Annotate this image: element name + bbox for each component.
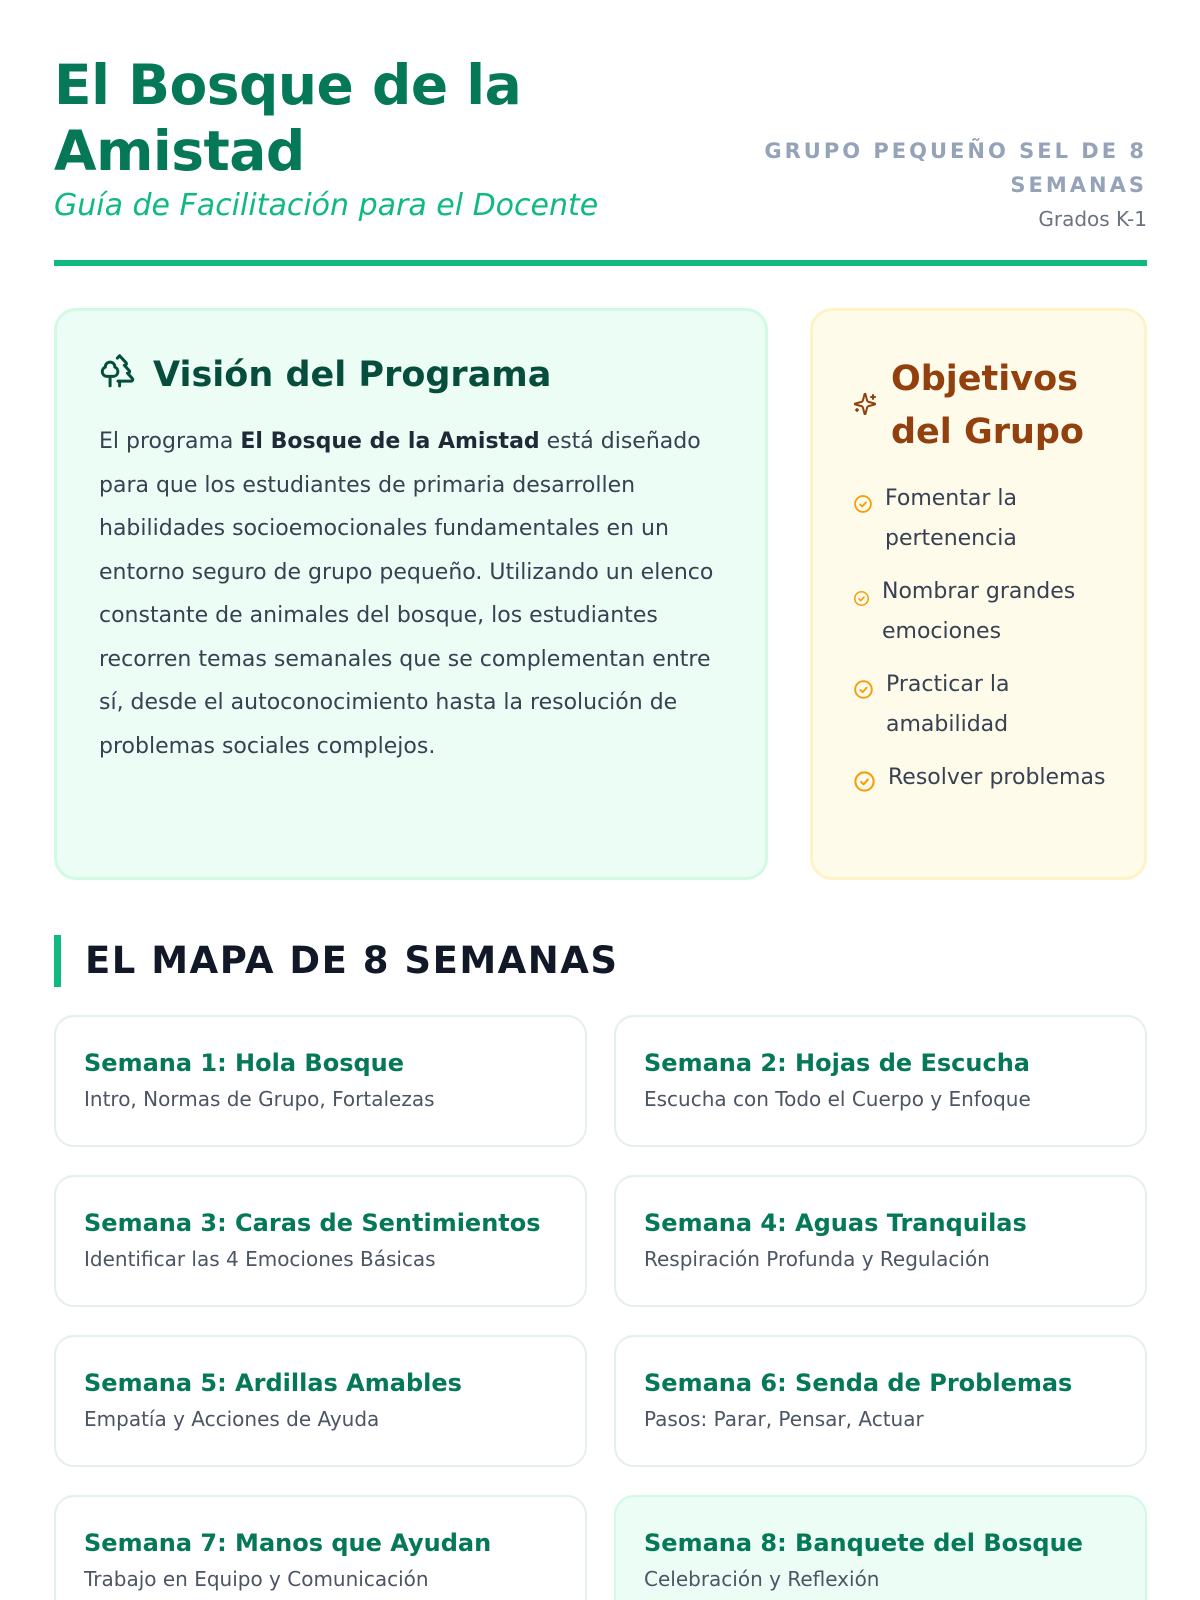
check-circle-icon xyxy=(853,674,874,714)
week-subtitle: Empatía y Acciones de Ayuda xyxy=(84,1407,380,1431)
section-heading: EL MAPA DE 8 SEMANAS xyxy=(54,935,619,987)
goals-header xyxy=(853,353,1108,459)
week-subtitle: Escucha con Todo el Cuerpo y Enfoque xyxy=(644,1087,1031,1111)
week-subtitle: Respiración Profunda y Regulación xyxy=(644,1247,990,1271)
program-name: El Bosque de la Amistad xyxy=(240,429,540,454)
week-title: Semana 4: Aguas Tranquilas xyxy=(644,1209,1027,1237)
check-circle-icon xyxy=(853,767,876,807)
week-title: Semana 2: Hojas de Escucha xyxy=(644,1049,1031,1077)
page-subtitle: Guía de Facilitación para el Docente xyxy=(54,188,599,223)
goal-text: Fomentar la pertenencia xyxy=(885,486,1017,551)
goals-card xyxy=(810,308,1147,880)
week-card xyxy=(614,1335,1147,1467)
header-divider xyxy=(54,260,1147,266)
sparkles-icon xyxy=(853,392,877,420)
check-circle-icon xyxy=(853,488,873,528)
week-card-final xyxy=(614,1495,1147,1600)
goal-item xyxy=(853,572,1108,652)
goal-item xyxy=(853,665,1108,745)
vision-intro: El programa xyxy=(99,429,241,454)
vision-body: está diseñado para que los estudiantes de primaria desarrollen habilidades socioemocionales fundamentales en un entorno seguro de grupo pequeño. Utilizando un elenco constante de animales del bosque, los estudiantes recorren temas semanales que se complementan entre sí, desde el autoconocimiento hasta la resolución de problemas sociales complejos. xyxy=(99,429,714,759)
week-card xyxy=(54,1495,587,1600)
week-card xyxy=(614,1015,1147,1147)
week-subtitle: Celebración y Reflexión xyxy=(644,1567,880,1591)
vision-paragraph xyxy=(99,420,723,768)
week-card xyxy=(54,1335,587,1467)
vision-heading-text: Visión del Programa xyxy=(153,354,552,395)
goal-text: Practicar la amabilidad xyxy=(886,672,1010,737)
trees-icon xyxy=(99,351,137,398)
vision-heading xyxy=(99,351,723,398)
week-card xyxy=(614,1175,1147,1307)
week-title: Semana 8: Banquete del Bosque xyxy=(644,1529,1083,1557)
page-header xyxy=(54,52,1147,268)
week-subtitle: Trabajo en Equipo y Comunicación xyxy=(84,1567,429,1591)
week-title: Semana 5: Ardillas Amables xyxy=(84,1369,462,1397)
check-circle-icon xyxy=(853,581,870,621)
week-title: Semana 6: Senda de Problemas xyxy=(644,1369,1073,1397)
week-subtitle: Identificar las 4 Emociones Básicas xyxy=(84,1247,436,1271)
page-title: El Bosque de la Amistad xyxy=(54,53,522,183)
goal-text: Resolver problemas xyxy=(888,765,1106,790)
week-card xyxy=(54,1015,587,1147)
goal-text: Nombrar grandes emociones xyxy=(882,579,1076,644)
grades-label: Grados K-1 xyxy=(1038,207,1147,231)
vision-card xyxy=(54,308,768,880)
week-title: Semana 7: Manos que Ayudan xyxy=(84,1529,492,1557)
program-meta xyxy=(727,134,1147,236)
week-subtitle: Intro, Normas de Grupo, Fortalezas xyxy=(84,1087,435,1111)
goal-item xyxy=(853,479,1108,559)
goals-list xyxy=(853,479,1108,807)
goal-item xyxy=(853,758,1108,807)
week-title: Semana 3: Caras de Sentimientos xyxy=(84,1209,541,1237)
goals-heading: Objetivos del Grupo xyxy=(891,359,1084,452)
program-label: GRUPO PEQUEÑO SEL DE 8 SEMANAS xyxy=(764,139,1147,197)
week-card xyxy=(54,1175,587,1307)
week-title: Semana 1: Hola Bosque xyxy=(84,1049,405,1077)
week-subtitle: Pasos: Parar, Pensar, Actuar xyxy=(644,1407,924,1431)
